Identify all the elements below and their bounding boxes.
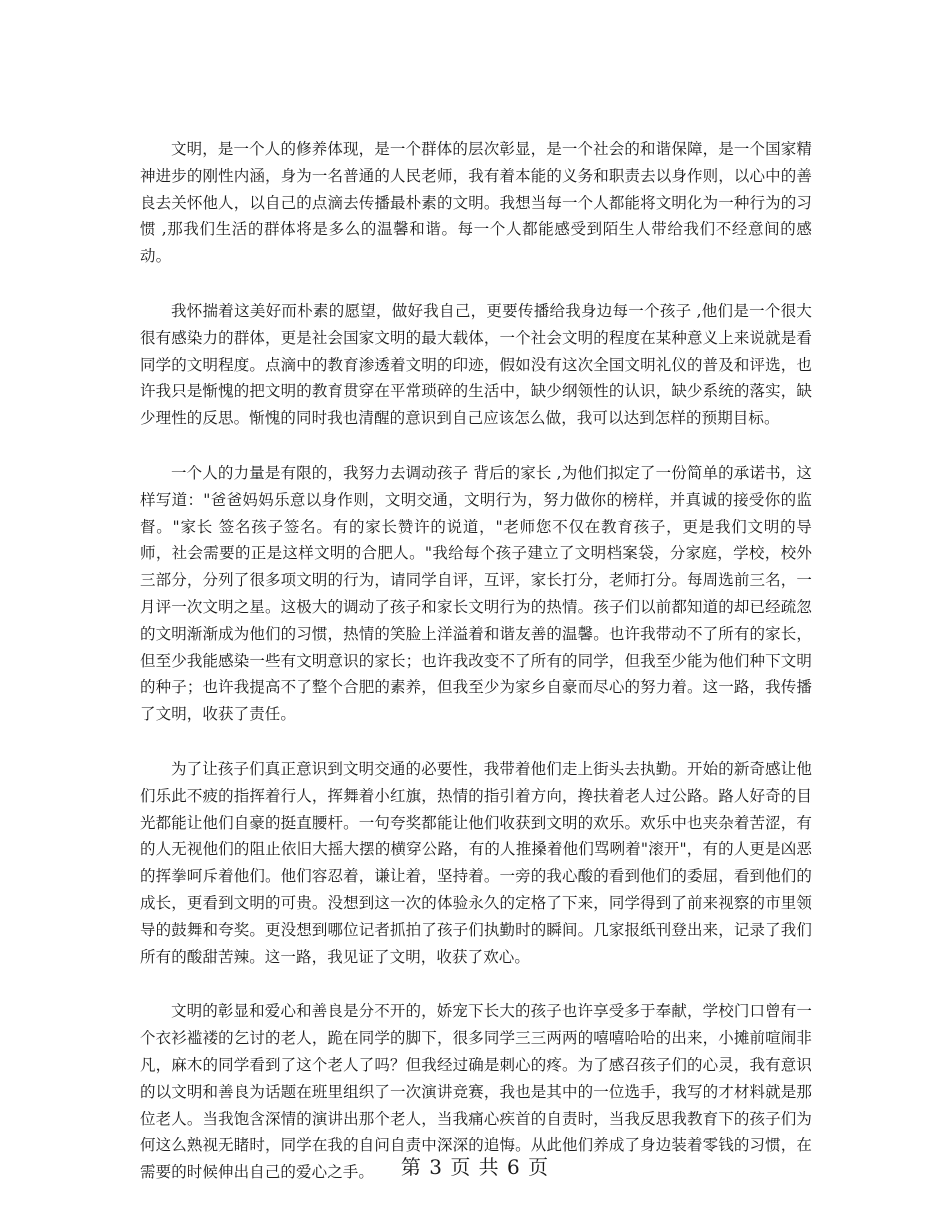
paragraph-3: 一个人的力量是有限的，我努力去调动孩子 背后的家长 ,为他们拟定了一份简单的承诺书，这样写道："爸爸妈妈乐意以身作则，文明交通，文明行为，努力做你的榜样，并真诚的接受你的监督。"家长 签名孩子签名。有的家长赞许的说道，"老师您不仅在教育孩子，更是我们文明的导师，社会需要的正是这样文明的合肥人。"我给每个孩子建立了文明档案袋，分家庭，学校，校外三部分，分列了很多项文明的行为，请同学自评，互评，家长打分，老师打分。每周选前三名，一月评一次文明之星。这极大的调动了孩子和家长文明行为的热情。孩子们以前都知道的却已经疏忽的文明渐渐成为他们的习惯，热情的笑脸上洋溢着和谐友善的温馨。也许我带动不了所有的家长，但至少我能感染一些有文明意识的家长；也许我改变不了所有的同学，但我至少能为他们种下文明的种子；也许我提高不了整个合肥的素养，但我至少为家乡自豪而尽心的努力着。这一路，我传播了文明，收获了责任。 <box>140 463 812 724</box>
paragraph-4: 为了让孩子们真正意识到文明交通的必要性，我带着他们走上街头去执勤。开始的新奇感让他们乐此不疲的指挥着行人，挥舞着小红旗，热情的指引着方向，搀扶着老人过公路。路人好奇的目光都能让他们自豪的挺直腰杆。一句夸奖都能让他们收获到文明的欢乐。欢乐中也夹杂着苦涩，有的人无视他们的阻止依旧大摇大摆的横穿公路，有的人推搡着他们骂咧着"滚开"，有的人更是凶恶的挥拳呵斥着他们。他们容忍着，谦让着，坚持着。一旁的我心酸的看到他们的委屈，看到他们的成长，更看到文明的可贵。没想到这一次的体验永久的定格了下来，同学得到了前来视察的市里领导的鼓舞和夸奖。更没想到哪位记者抓拍了孩子们执勤时的瞬间。几家报纸刊登出来，记录了我们所有的酸甜苦辣。这一路，我见证了文明，收获了欢心。 <box>140 759 812 966</box>
page-number-footer: 第 3 页 共 6 页 <box>400 1155 550 1179</box>
document-body <box>140 136 812 1214</box>
paragraph-1: 文明，是一个人的修养体现，是一个群体的层次彰显，是一个社会的和谐保障，是一个国家精神进步的刚性内涵，身为一名普通的人民老师，我有着本能的义务和职责去以身作则，以心中的善良去关怀他人，以自己的点滴去传播最朴素的文明。我想当每一个人都能将文明化为一种行为的习惯 ,那我们生活的群体将是多么的温馨和谐。每一个人都能感受到陌生人带给我们不经意间的感动。 <box>140 140 812 266</box>
paragraph-2: 我怀揣着这美好而朴素的愿望，做好我自己，更要传播给我身边每一个孩子 ,他们是一个很大很有感染力的群体，更是社会国家文明的最大载体，一个社会文明的程度在某种意义上来说就是看同学的文明程度。点滴中的教育渗透着文明的印迹，假如没有这次全国文明礼仪的普及和评选，也许我只是惭愧的把文明的教育贯穿在平常琐碎的生活中，缺少纲领性的认识，缺少系统的落实，缺少理性的反思。惭愧的同时我也清醒的意识到自己应该怎么做，我可以达到怎样的预期目标。 <box>140 301 812 428</box>
paragraph-5: 文明的彰显和爱心和善良是分不开的，娇宠下长大的孩子也许享受多于奉献，学校门口曾有一个衣衫褴褛的乞讨的老人，跪在同学的脚下，很多同学三三两两的嘻嘻哈哈的出来，小摊前喧闹非凡，麻木的同学看到了这个老人了吗？但我经过确是刺心的疼。为了感召孩子们的心灵，我有意识的以文明和善良为话题在班里组织了一次演讲竞赛，我也是其中的一位选手，我写的才材料就是那位老人。当我饱含深情的演讲出那个老人，当我痛心疾首的自责时，当我反思我教育下的孩子们为何这么熟视无睹时，同学在我的自问自责中深深的追悔。从此他们养成了身边装着零钱的习惯，在需要的时候伸出自己的爱心之手。 <box>140 1002 812 1182</box>
